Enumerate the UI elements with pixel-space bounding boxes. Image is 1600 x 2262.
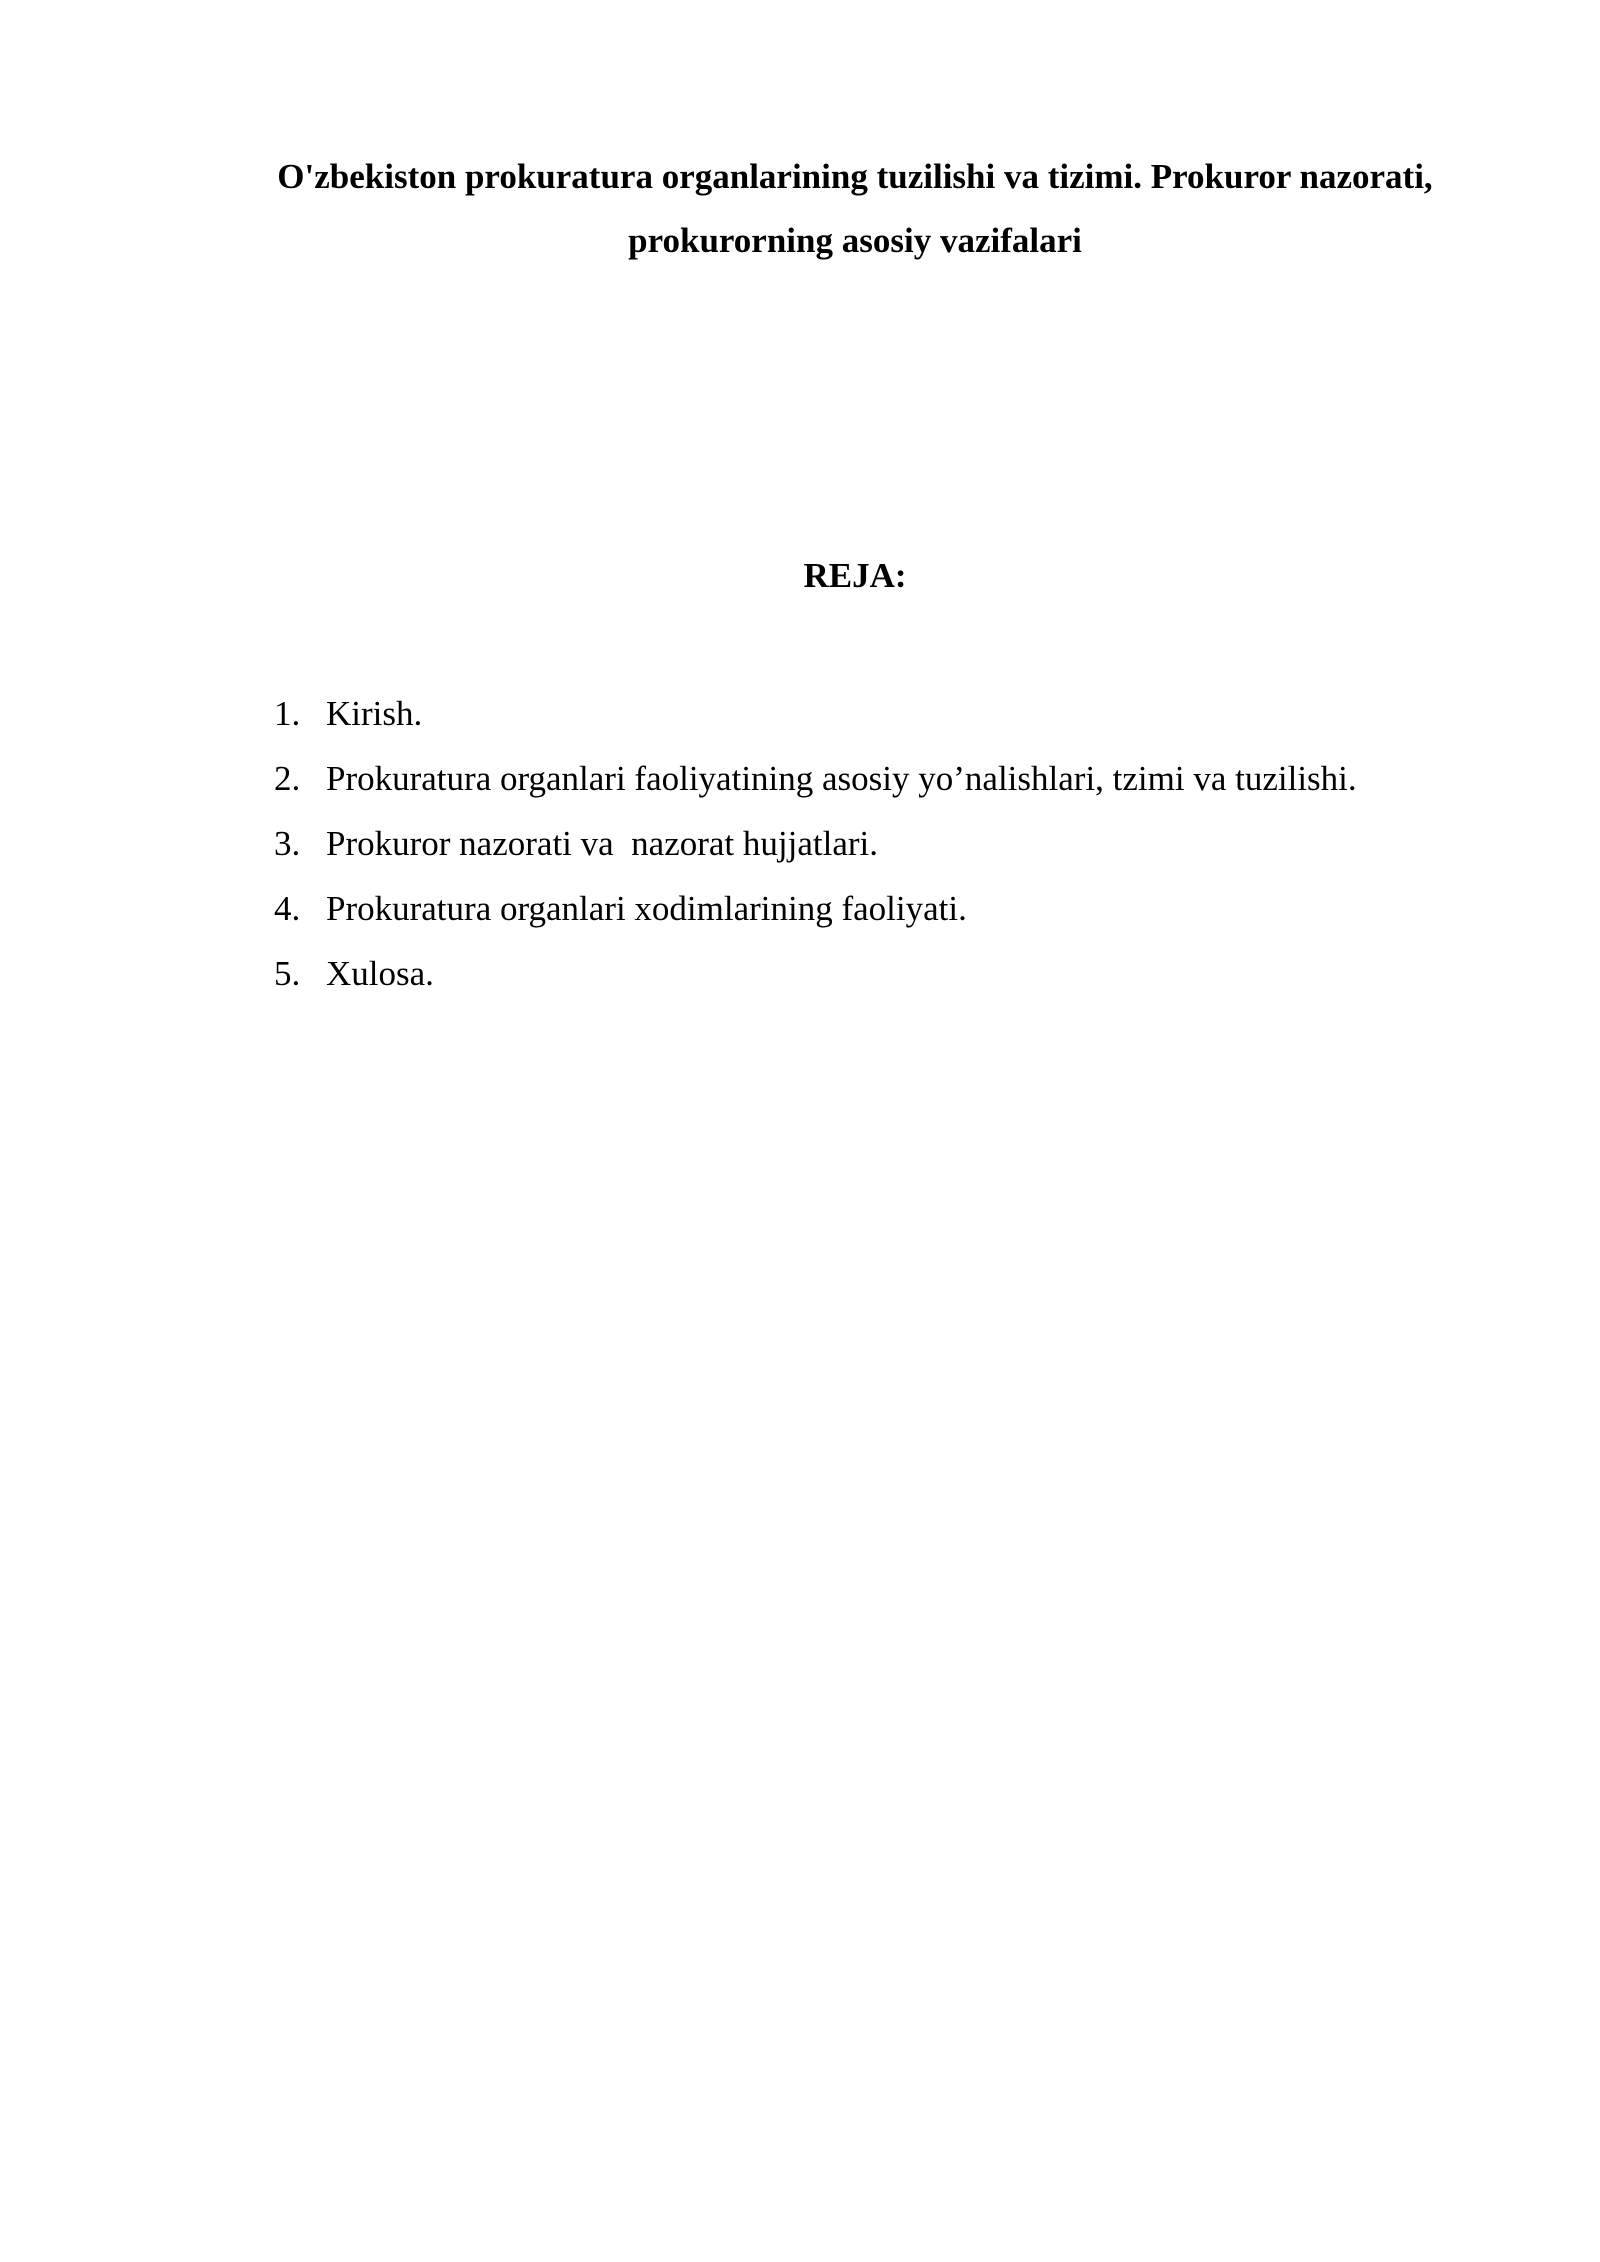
plan-item-number: 4.: [274, 889, 301, 928]
plan-item-number: 2.: [274, 759, 301, 798]
plan-item: [274, 941, 1524, 1006]
document-title-line-2: prokurorning asosiy vazifalari: [628, 221, 1082, 260]
plan-list: [274, 681, 1524, 1006]
plan-item-text: Prokuratura organlari xodimlarining faoliyati.: [326, 889, 967, 928]
plan-item: [274, 811, 1524, 876]
plan-heading: REJA:: [803, 556, 907, 595]
plan-item: [274, 681, 1524, 746]
document-title-line-1: O'zbekiston prokuratura organlarining tuzilishi va tizimi. Prokuror nazorati,: [277, 157, 1433, 196]
plan-item: [274, 876, 1524, 941]
plan-item: [274, 746, 1524, 811]
plan-item-number: 3.: [274, 824, 301, 863]
plan-item-number: 5.: [274, 954, 301, 993]
plan-item-text: Prokuror nazorati va nazorat hujjatlari.: [326, 824, 879, 863]
plan-item-text: Prokuratura organlari faoliyatining asosiy yo’nalishlari, tzimi va tuzilishi.: [326, 759, 1357, 798]
document-title: [200, 145, 1510, 273]
plan-item-text: Kirish.: [326, 694, 423, 733]
plan-item-number: 1.: [274, 694, 301, 733]
plan-item-text: Xulosa.: [326, 954, 434, 993]
